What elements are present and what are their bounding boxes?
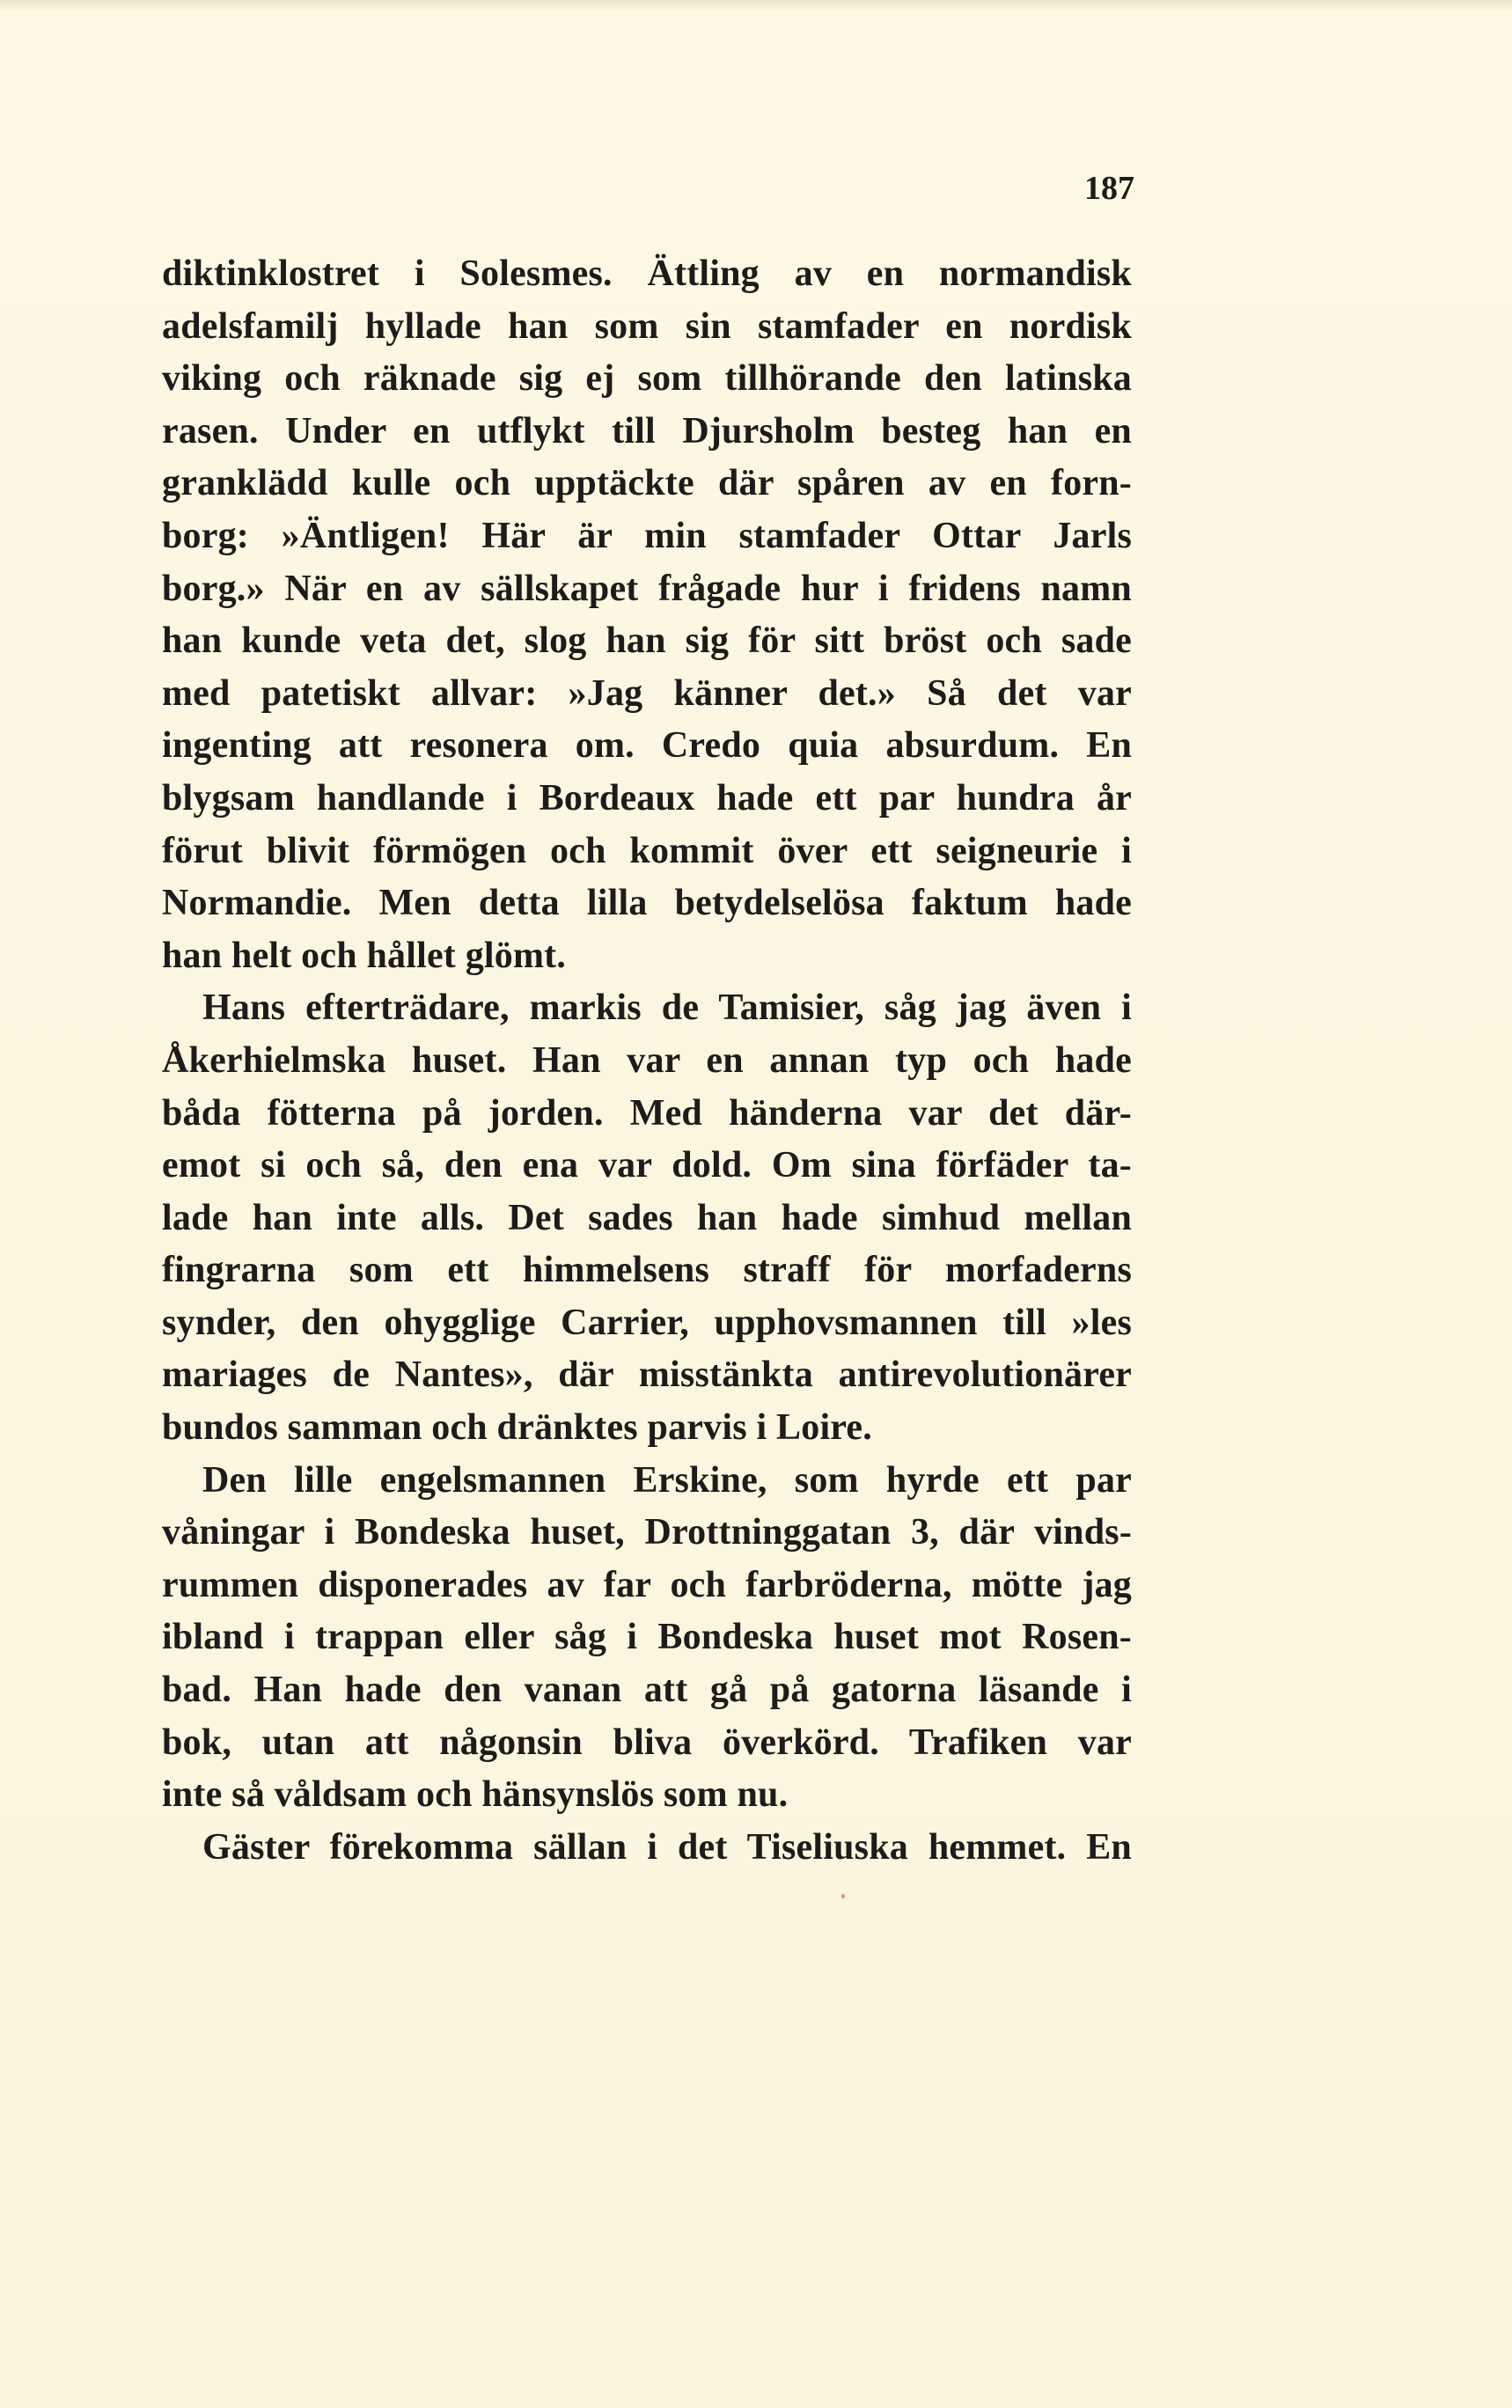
text-line: förut blivit förmögen och kommit över ett seigneurie i — [162, 830, 1132, 871]
text-line: inte så våldsam och hänsynslös som nu. — [162, 1774, 789, 1816]
text-line: Den lille engelsmannen Erskine, som hyrde ett par — [202, 1459, 1132, 1501]
text-line: blygsam handlande i Bordeaux hade ett par hundra år — [162, 777, 1132, 819]
text-line: bok, utan att någonsin bliva överkörd. Trafiken var — [162, 1722, 1132, 1763]
text-line: adelsfamilj hyllade han som sin stamfader en nordisk — [162, 305, 1132, 347]
text-line: granklädd kulle och upptäckte där spåren av en forn- — [162, 463, 1132, 504]
text-line: han kunde veta det, slog han sig för sitt bröst och sade — [162, 620, 1132, 662]
text-line: fingrarna som ett himmelsens straff för morfaderns — [162, 1250, 1132, 1291]
text-line: viking och räknade sig ej som tillhörande den latinska — [162, 358, 1132, 400]
paper-speck — [841, 1894, 845, 1898]
text-line: våningar i Bondeska huset, Drottninggatan 3, där vinds- — [162, 1512, 1132, 1553]
text-line: bad. Han hade den vanan att gå på gatorna läsande i — [162, 1670, 1132, 1711]
text-line: Åkerhielmska huset. Han var en annan typ och hade — [162, 1039, 1132, 1081]
text-line: synder, den ohygglige Carrier, upphovsmannen till »les — [162, 1302, 1132, 1343]
text-line: Gäster förekomma sällan i det Tiseliuska hemmet. En — [202, 1826, 1132, 1868]
text-line: ibland i trappan eller såg i Bondeska huset mot Rosen- — [162, 1617, 1132, 1658]
text-line: Hans efterträdare, markis de Tamisier, såg jag även i — [202, 987, 1132, 1029]
text-line: emot si och så, den ena var dold. Om sina förfäder ta- — [162, 1145, 1132, 1186]
text-line: med patetiskt allvar: »Jag känner det.» Så det var — [162, 672, 1132, 714]
text-line: rummen disponerades av far och farbröderna, mötte jag — [162, 1564, 1132, 1605]
text-line: borg.» När en av sällskapet frågade hur i fridens namn — [162, 568, 1132, 609]
page-number: 187 — [1084, 170, 1134, 207]
body-text — [162, 248, 1132, 1874]
text-line: mariages de Nantes», där misstänkta antirevolutionärer — [162, 1354, 1132, 1396]
text-line: lade han inte alls. Det sades han hade simhud mellan — [162, 1197, 1132, 1238]
page-edge — [0, 0, 1512, 12]
text-line: båda fötterna på jorden. Med händerna var det där- — [162, 1092, 1132, 1134]
text-line: han helt och hållet glömt. — [162, 935, 567, 976]
text-line: ingenting att resonera om. Credo quia absurdum. En — [162, 725, 1132, 767]
text-line: bundos samman och dränktes parvis i Loire. — [162, 1407, 872, 1449]
text-line: Normandie. Men detta lilla betydelselösa faktum hade — [162, 883, 1132, 924]
text-line: borg: »Äntligen! Här är min stamfader Ottar Jarls — [162, 515, 1132, 556]
text-line: diktinklostret i Solesmes. Ättling av en normandisk — [162, 253, 1132, 294]
text-line: rasen. Under en utflykt till Djursholm besteg han en — [162, 410, 1132, 452]
